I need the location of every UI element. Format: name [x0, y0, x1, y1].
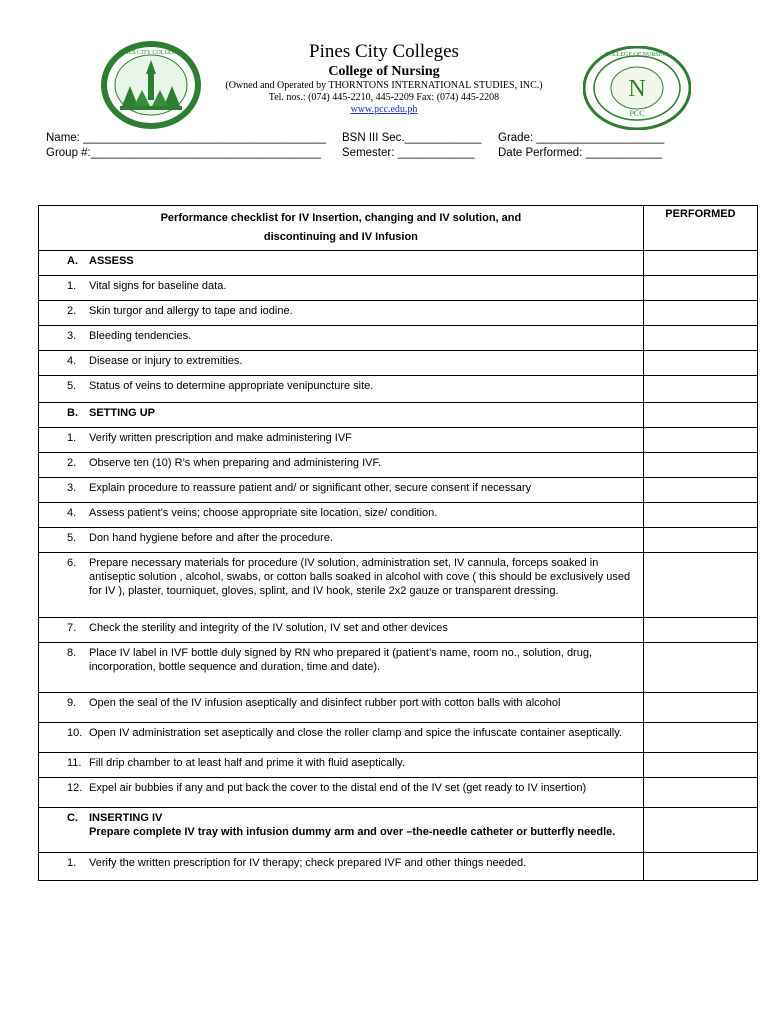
item-text [89, 781, 639, 795]
performed-checkbox-cell[interactable] [643, 618, 757, 643]
table-row [39, 301, 758, 326]
item-number: B. [67, 407, 78, 419]
item-text [89, 279, 639, 293]
table-row [39, 853, 758, 881]
performed-checkbox-cell[interactable] [643, 478, 757, 503]
item-number: 7. [67, 622, 77, 634]
checklist-item-cell [39, 403, 644, 428]
item-number: 8. [67, 647, 77, 659]
bsn-section-field[interactable]: BSN III Sec.____________ [342, 132, 482, 144]
item-label: Prepare necessary materials for procedure (IV solution, administration set, IV cannula, forceps soaked in antiseptic solution , alcohol, swabs, or cotton balls soaked in alcohol with cove ( this should be exclusively used for IV ), plaster, tourniquet, gloves, splint, and IV hook, sterile 2x2 gauze or transparent dressing. [89, 557, 631, 597]
item-label: Vital signs for baseline data. [89, 280, 227, 292]
checklist-item-cell [39, 453, 644, 478]
performed-checkbox-cell[interactable] [643, 403, 757, 428]
checklist-title [39, 206, 644, 251]
item-label: SETTING UP [89, 407, 156, 419]
item-subtext: Prepare complete IV tray with infusion dummy arm and over –the-needle catheter or butterfly needle. [89, 826, 616, 838]
item-number: 2. [67, 457, 77, 469]
item-text [89, 456, 639, 470]
performed-checkbox-cell[interactable] [643, 693, 757, 723]
item-text [89, 254, 639, 268]
checklist-item-cell [39, 301, 644, 326]
name-field[interactable]: Name: ______________________________________ [46, 132, 327, 144]
item-number: 5. [67, 532, 77, 544]
performed-checkbox-cell[interactable] [643, 301, 757, 326]
performed-checkbox-cell[interactable] [643, 753, 757, 778]
performed-column-header: PERFORMED [643, 206, 757, 251]
checklist-item-cell [39, 251, 644, 276]
item-number: 1. [67, 432, 77, 444]
grade-field[interactable]: Grade: ____________________ [498, 132, 665, 144]
table-row [39, 553, 758, 618]
performed-checkbox-cell[interactable] [643, 276, 757, 301]
table-row [39, 276, 758, 301]
table-row [39, 326, 758, 351]
checklist-item-cell [39, 553, 644, 618]
item-label: Fill drip chamber to at least half and prime it with fluid aseptically. [89, 757, 405, 769]
item-number: A. [67, 255, 78, 267]
ownership-line: (Owned and Operated by THORNTONS INTERNATIONAL STUDIES, INC.) [225, 80, 543, 91]
checklist-item-cell [39, 753, 644, 778]
item-number: 4. [67, 355, 77, 367]
item-text [89, 856, 639, 870]
performed-checkbox-cell[interactable] [643, 778, 757, 808]
table-row [39, 618, 758, 643]
table-row [39, 528, 758, 553]
performed-checkbox-cell[interactable] [643, 453, 757, 478]
table-row [39, 453, 758, 478]
item-label: Place IV label in IVF bottle duly signed by RN who prepared it (patient’s name, room no., solution, drug, incorporation, bottle sequence and duration, time and date). [89, 647, 593, 673]
table-row [39, 693, 758, 723]
item-text [89, 556, 639, 598]
item-text [89, 531, 639, 545]
svg-text:PCC: PCC [629, 109, 645, 118]
table-row [39, 723, 758, 753]
item-label: Verify written prescription and make administering IVF [89, 432, 352, 444]
checklist-item-cell [39, 528, 644, 553]
item-label: Don hand hygiene before and after the procedure. [89, 532, 334, 544]
item-label: Skin turgor and allergy to tape and iodine. [89, 305, 293, 317]
performed-checkbox-cell[interactable] [643, 376, 757, 403]
table-row [39, 376, 758, 403]
performed-checkbox-cell[interactable] [643, 251, 757, 276]
performed-checkbox-cell[interactable] [643, 503, 757, 528]
table-header-row [39, 206, 758, 251]
section-row [39, 403, 758, 428]
group-field[interactable]: Group #:____________________________________ [46, 147, 321, 159]
date-performed-field[interactable]: Date Performed: ____________ [498, 147, 663, 159]
item-text [89, 431, 639, 445]
item-number: 2. [67, 305, 77, 317]
item-number: 3. [67, 330, 77, 342]
checklist-item-cell [39, 428, 644, 453]
checklist-title-line1: Performance checklist for IV Insertion, changing and IV solution, and [160, 212, 522, 224]
item-number: 9. [67, 697, 77, 709]
checklist-item-cell [39, 326, 644, 351]
table-row [39, 351, 758, 376]
item-number: 12. [67, 782, 83, 794]
contact-numbers: Tel. nos.: (074) 445-2210, 445-2209 Fax: (074) 445-2208 [268, 92, 500, 103]
item-label: Explain procedure to reassure patient and/ or significant other, secure consent if necessary [89, 482, 532, 494]
item-number: 10. [67, 727, 83, 739]
performed-checkbox-cell[interactable] [643, 808, 757, 853]
checklist-item-cell [39, 618, 644, 643]
item-number: 11. [67, 757, 82, 769]
svg-text:COLLEGE OF NURSING: COLLEGE OF NURSING [604, 52, 670, 58]
item-label: Check the sterility and integrity of the IV solution, IV set and other devices [89, 622, 448, 634]
semester-field[interactable]: Semester: ____________ [342, 147, 475, 159]
checklist-item-cell [39, 643, 644, 693]
checklist-item-cell [39, 693, 644, 723]
item-text [89, 811, 639, 839]
item-number: 3. [67, 482, 77, 494]
item-text [89, 646, 639, 674]
item-text [89, 506, 639, 520]
table-row [39, 643, 758, 693]
checklist-title-line2: discontinuing and IV Infusion [263, 231, 418, 243]
checklist-item-cell [39, 351, 644, 376]
item-label: Disease or injury to extremities. [89, 355, 243, 367]
performed-checkbox-cell[interactable] [643, 528, 757, 553]
performed-checkbox-cell[interactable] [643, 351, 757, 376]
item-text [89, 406, 639, 420]
item-label: Expel air bubbies if any and put back the cover to the distal end of the IV set (get ready to IV insertion) [89, 782, 587, 794]
svg-text:PINES CITY COLLEGES: PINES CITY COLLEGES [118, 50, 184, 56]
performance-checklist-table [38, 205, 758, 881]
checklist-item-cell [39, 723, 644, 753]
item-label: INSERTING IV [89, 812, 163, 824]
svg-text:N: N [628, 76, 646, 102]
item-number: 1. [67, 857, 77, 869]
performed-checkbox-cell[interactable] [643, 326, 757, 351]
item-label: Assess patient’s veins; choose appropriate site location, size/ condition. [89, 507, 438, 519]
item-text [89, 726, 639, 740]
performed-checkbox-cell[interactable] [643, 643, 757, 693]
item-label: Observe ten (10) R’s when preparing and administering IVF. [89, 457, 382, 469]
table-row [39, 428, 758, 453]
table-row [39, 478, 758, 503]
item-text [89, 379, 639, 393]
performed-checkbox-cell[interactable] [643, 428, 757, 453]
performed-checkbox-cell[interactable] [643, 723, 757, 753]
item-label: Open the seal of the IV infusion aseptically and disinfect rubber port with cotton balls with alcohol [89, 697, 561, 709]
college-name: College of Nursing [328, 64, 440, 79]
document-header [0, 0, 768, 130]
checklist-item-cell [39, 376, 644, 403]
performed-checkbox-cell[interactable] [643, 553, 757, 618]
item-text [89, 696, 639, 710]
table-row [39, 753, 758, 778]
item-label: Bleeding tendencies. [89, 330, 192, 342]
item-number: 4. [67, 507, 77, 519]
performed-checkbox-cell[interactable] [643, 853, 757, 881]
item-number: C. [67, 812, 78, 824]
table-row [39, 503, 758, 528]
table-row [39, 778, 758, 808]
item-text [89, 329, 639, 343]
item-label: Open IV administration set aseptically and close the roller clamp and spice the infuscate container aseptically. [89, 727, 622, 739]
item-text [89, 481, 639, 495]
website-link[interactable]: www.pcc.edu.ph [350, 104, 418, 115]
item-text [89, 304, 639, 318]
section-row [39, 251, 758, 276]
checklist-item-cell [39, 478, 644, 503]
institution-name: Pines City Colleges [309, 41, 459, 62]
item-label: Verify the written prescription for IV therapy; check prepared IVF and other things needed. [89, 857, 527, 869]
checklist-item-cell [39, 853, 644, 881]
checklist-item-cell [39, 808, 644, 853]
section-row [39, 808, 758, 853]
checklist-item-cell [39, 778, 644, 808]
checklist-item-cell [39, 276, 644, 301]
item-number: 5. [67, 380, 77, 392]
item-number: 1. [67, 280, 77, 292]
item-text [89, 621, 639, 635]
item-label: ASSESS [89, 255, 134, 267]
item-label: Status of veins to determine appropriate venipuncture site. [89, 380, 374, 392]
item-number: 6. [67, 557, 77, 569]
checklist-item-cell [39, 503, 644, 528]
item-text [89, 756, 639, 770]
item-text [89, 354, 639, 368]
